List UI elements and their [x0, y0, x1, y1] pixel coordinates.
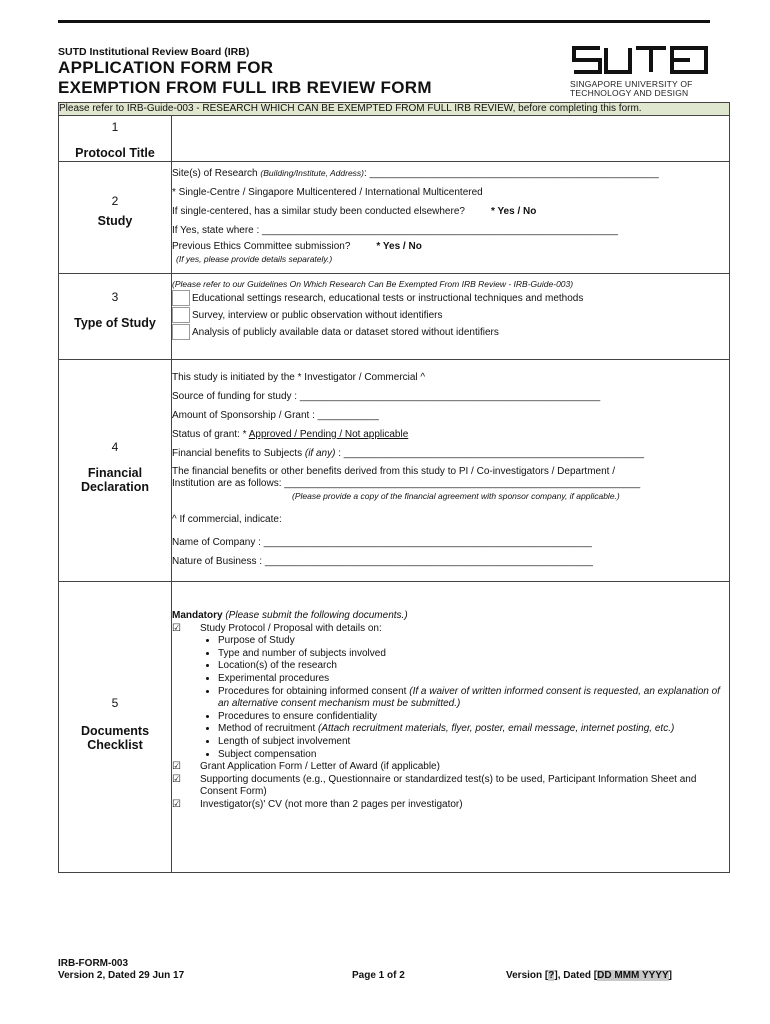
- other-benefits-field[interactable]: The financial benefits or other benefits derived from this study to PI / Co-investigators / Department / Institution are as follows: ________________________________________________________________: [172, 466, 641, 489]
- site-of-research-field[interactable]: Site(s) of Research (Building/Institute, Address): ____________________________________________________: [172, 168, 659, 179]
- checked-box-icon[interactable]: ☑: [172, 622, 181, 634]
- page-title: [58, 58, 432, 98]
- title-line-2: EXEMPTION FROM FULL IRB REVIEW FORM: [58, 78, 432, 97]
- study-fields: [172, 162, 730, 274]
- section-name-line-2: Checklist: [87, 738, 143, 752]
- checklist-item-cv[interactable]: ☑ Investigator(s)' CV (not more than 2 pages per investigator): [172, 798, 463, 810]
- checklist-item-protocol[interactable]: ☑ Study Protocol / Proposal with details on:: [172, 622, 382, 634]
- business-nature-field[interactable]: Nature of Business : ___________________________________________________________: [172, 556, 593, 567]
- section-name-line-1: Financial: [87, 466, 143, 480]
- list-item: • Type and number of subjects involved: [218, 648, 729, 661]
- funding-source-field[interactable]: Source of funding for study : ______________________________________________________: [172, 391, 601, 402]
- checked-box-icon[interactable]: ☑: [172, 798, 181, 810]
- yes-no-option[interactable]: * Yes / No: [490, 206, 537, 217]
- section-name-line-1: Documents: [80, 724, 150, 738]
- centre-type-option[interactable]: * Single-Centre / Singapore Multicentered / International Multicentered: [172, 187, 483, 198]
- application-form-table: [58, 102, 730, 873]
- yes-no-option[interactable]: * Yes / No: [376, 241, 422, 252]
- version-field[interactable]: ?: [548, 970, 555, 981]
- section-number: 2: [111, 194, 119, 208]
- checked-box-icon[interactable]: ☑: [172, 773, 181, 785]
- logo-caption-line-2: TECHNOLOGY AND DESIGN: [570, 88, 689, 98]
- similar-study-question[interactable]: If single-centered, has a similar study been conducted elsewhere? * Yes / No: [172, 206, 537, 217]
- protocol-title-label: [59, 116, 172, 162]
- checked-box-icon[interactable]: ☑: [172, 761, 181, 773]
- previous-ethics-hint: (If yes, please provide details separately.): [176, 254, 333, 264]
- top-rule: [58, 20, 710, 23]
- section-name: Study: [97, 214, 133, 228]
- checklist-item-supporting[interactable]: ☑ Supporting documents (e.g., Questionnaire or standardized test(s) to be used, Participant Information Sheet and Consent Form): [172, 773, 697, 798]
- list-item: • Purpose of Study: [218, 635, 729, 648]
- section-number: 3: [111, 290, 119, 304]
- section-financial-declaration: [59, 360, 730, 582]
- type-option-educational[interactable]: Educational settings research, educational tests or instructional techniques and methods: [172, 290, 729, 307]
- checkbox[interactable]: [172, 307, 190, 323]
- state-where-field[interactable]: If Yes, state where : ________________________________________________________________: [172, 225, 618, 236]
- type-option-public-data[interactable]: Analysis of publicly available data or dataset stored without identifiers: [172, 324, 729, 341]
- section-number: 5: [111, 696, 119, 710]
- guide-note: Please refer to IRB-Guide-003 - RESEARCH WHICH CAN BE EXEMPTED FROM FULL IRB REVIEW, before completing this form.: [59, 103, 730, 116]
- logo-caption-line-1: SINGAPORE UNIVERSITY OF: [570, 79, 693, 89]
- initiated-by-option[interactable]: This study is initiated by the * Investigator / Commercial ^: [172, 372, 426, 383]
- checkbox[interactable]: [172, 324, 190, 340]
- list-item: • Length of subject involvement: [218, 736, 729, 749]
- section-name: Type of Study: [74, 316, 156, 330]
- title-line-1: APPLICATION FORM FOR: [58, 58, 274, 77]
- financial-declaration-label: [59, 360, 172, 582]
- section-number: 1: [111, 120, 119, 134]
- header-org: SUTD Institutional Review Board (IRB): [58, 46, 250, 58]
- section-type-of-study: [59, 274, 730, 360]
- logo-caption: [570, 80, 712, 98]
- study-label: [59, 162, 172, 274]
- mandatory-heading: Mandatory (Please submit the following documents.): [172, 610, 408, 621]
- footer-form-info: [58, 958, 184, 982]
- section-name: Protocol Title: [75, 146, 155, 160]
- type-of-study-label: [59, 274, 172, 360]
- list-item: • Location(s) of the research: [218, 660, 729, 673]
- list-item: • Procedures for obtaining informed consent (If a waiver of written informed consent is requested, an explanation of an alternative consent mechanism must be submitted.): [218, 686, 729, 711]
- type-option-survey[interactable]: Survey, interview or public observation without identifiers: [172, 307, 729, 324]
- footer-form-id: IRB-FORM-003: [58, 958, 129, 969]
- commercial-heading: ^ If commercial, indicate:: [172, 514, 282, 525]
- sponsorship-amount-field[interactable]: Amount of Sponsorship / Grant : ___________: [172, 410, 379, 421]
- list-item: • Method of recruitment (Attach recruitment materials, flyer, poster, email message, internet posting, etc.): [218, 723, 729, 736]
- section-protocol-title: [59, 116, 730, 162]
- section-number: 4: [111, 440, 119, 454]
- list-item: • Experimental procedures: [218, 673, 729, 686]
- section-name-line-2: Declaration: [80, 480, 150, 494]
- previous-ethics-question[interactable]: Previous Ethics Committee submission? * Yes / No: [172, 241, 422, 252]
- type-of-study-fields: [172, 274, 730, 360]
- footer-version: Version 2, Dated 29 Jun 17: [58, 970, 185, 981]
- protocol-title-field[interactable]: [172, 116, 730, 162]
- financial-fields: [172, 360, 730, 582]
- protocol-details-list: [172, 635, 729, 761]
- date-field[interactable]: DD MMM YYYY: [597, 970, 669, 981]
- section-study: [59, 162, 730, 274]
- section-documents-checklist: [59, 582, 730, 873]
- checklist-item-grant[interactable]: ☑ Grant Application Form / Letter of Award (if applicable): [172, 761, 440, 773]
- documents-checklist: [172, 582, 730, 873]
- type-of-study-hint: (Please refer to our Guidelines On Which Research Can Be Exempted From IRB Review - IRB-Guide-003): [172, 279, 574, 289]
- list-item: • Procedures to ensure confidentiality: [218, 711, 729, 724]
- company-name-field[interactable]: Name of Company : ___________________________________________________________: [172, 537, 592, 548]
- grant-status-option[interactable]: Status of grant: * Approved / Pending / Not applicable: [172, 429, 409, 440]
- checkbox[interactable]: [172, 290, 190, 306]
- subject-benefits-field[interactable]: Financial benefits to Subjects (if any) : ______________________________________________________: [172, 448, 645, 459]
- financial-agreement-hint: (Please provide a copy of the financial agreement with sponsor company, if applicable.): [292, 491, 620, 501]
- footer-version-date: Version [?], Dated [DD MMM YYYY]: [506, 970, 672, 981]
- documents-checklist-label: [59, 582, 172, 873]
- page-number: Page 1 of 2: [352, 970, 405, 981]
- list-item: • Subject compensation: [218, 749, 729, 762]
- guide-note-row: [59, 103, 730, 116]
